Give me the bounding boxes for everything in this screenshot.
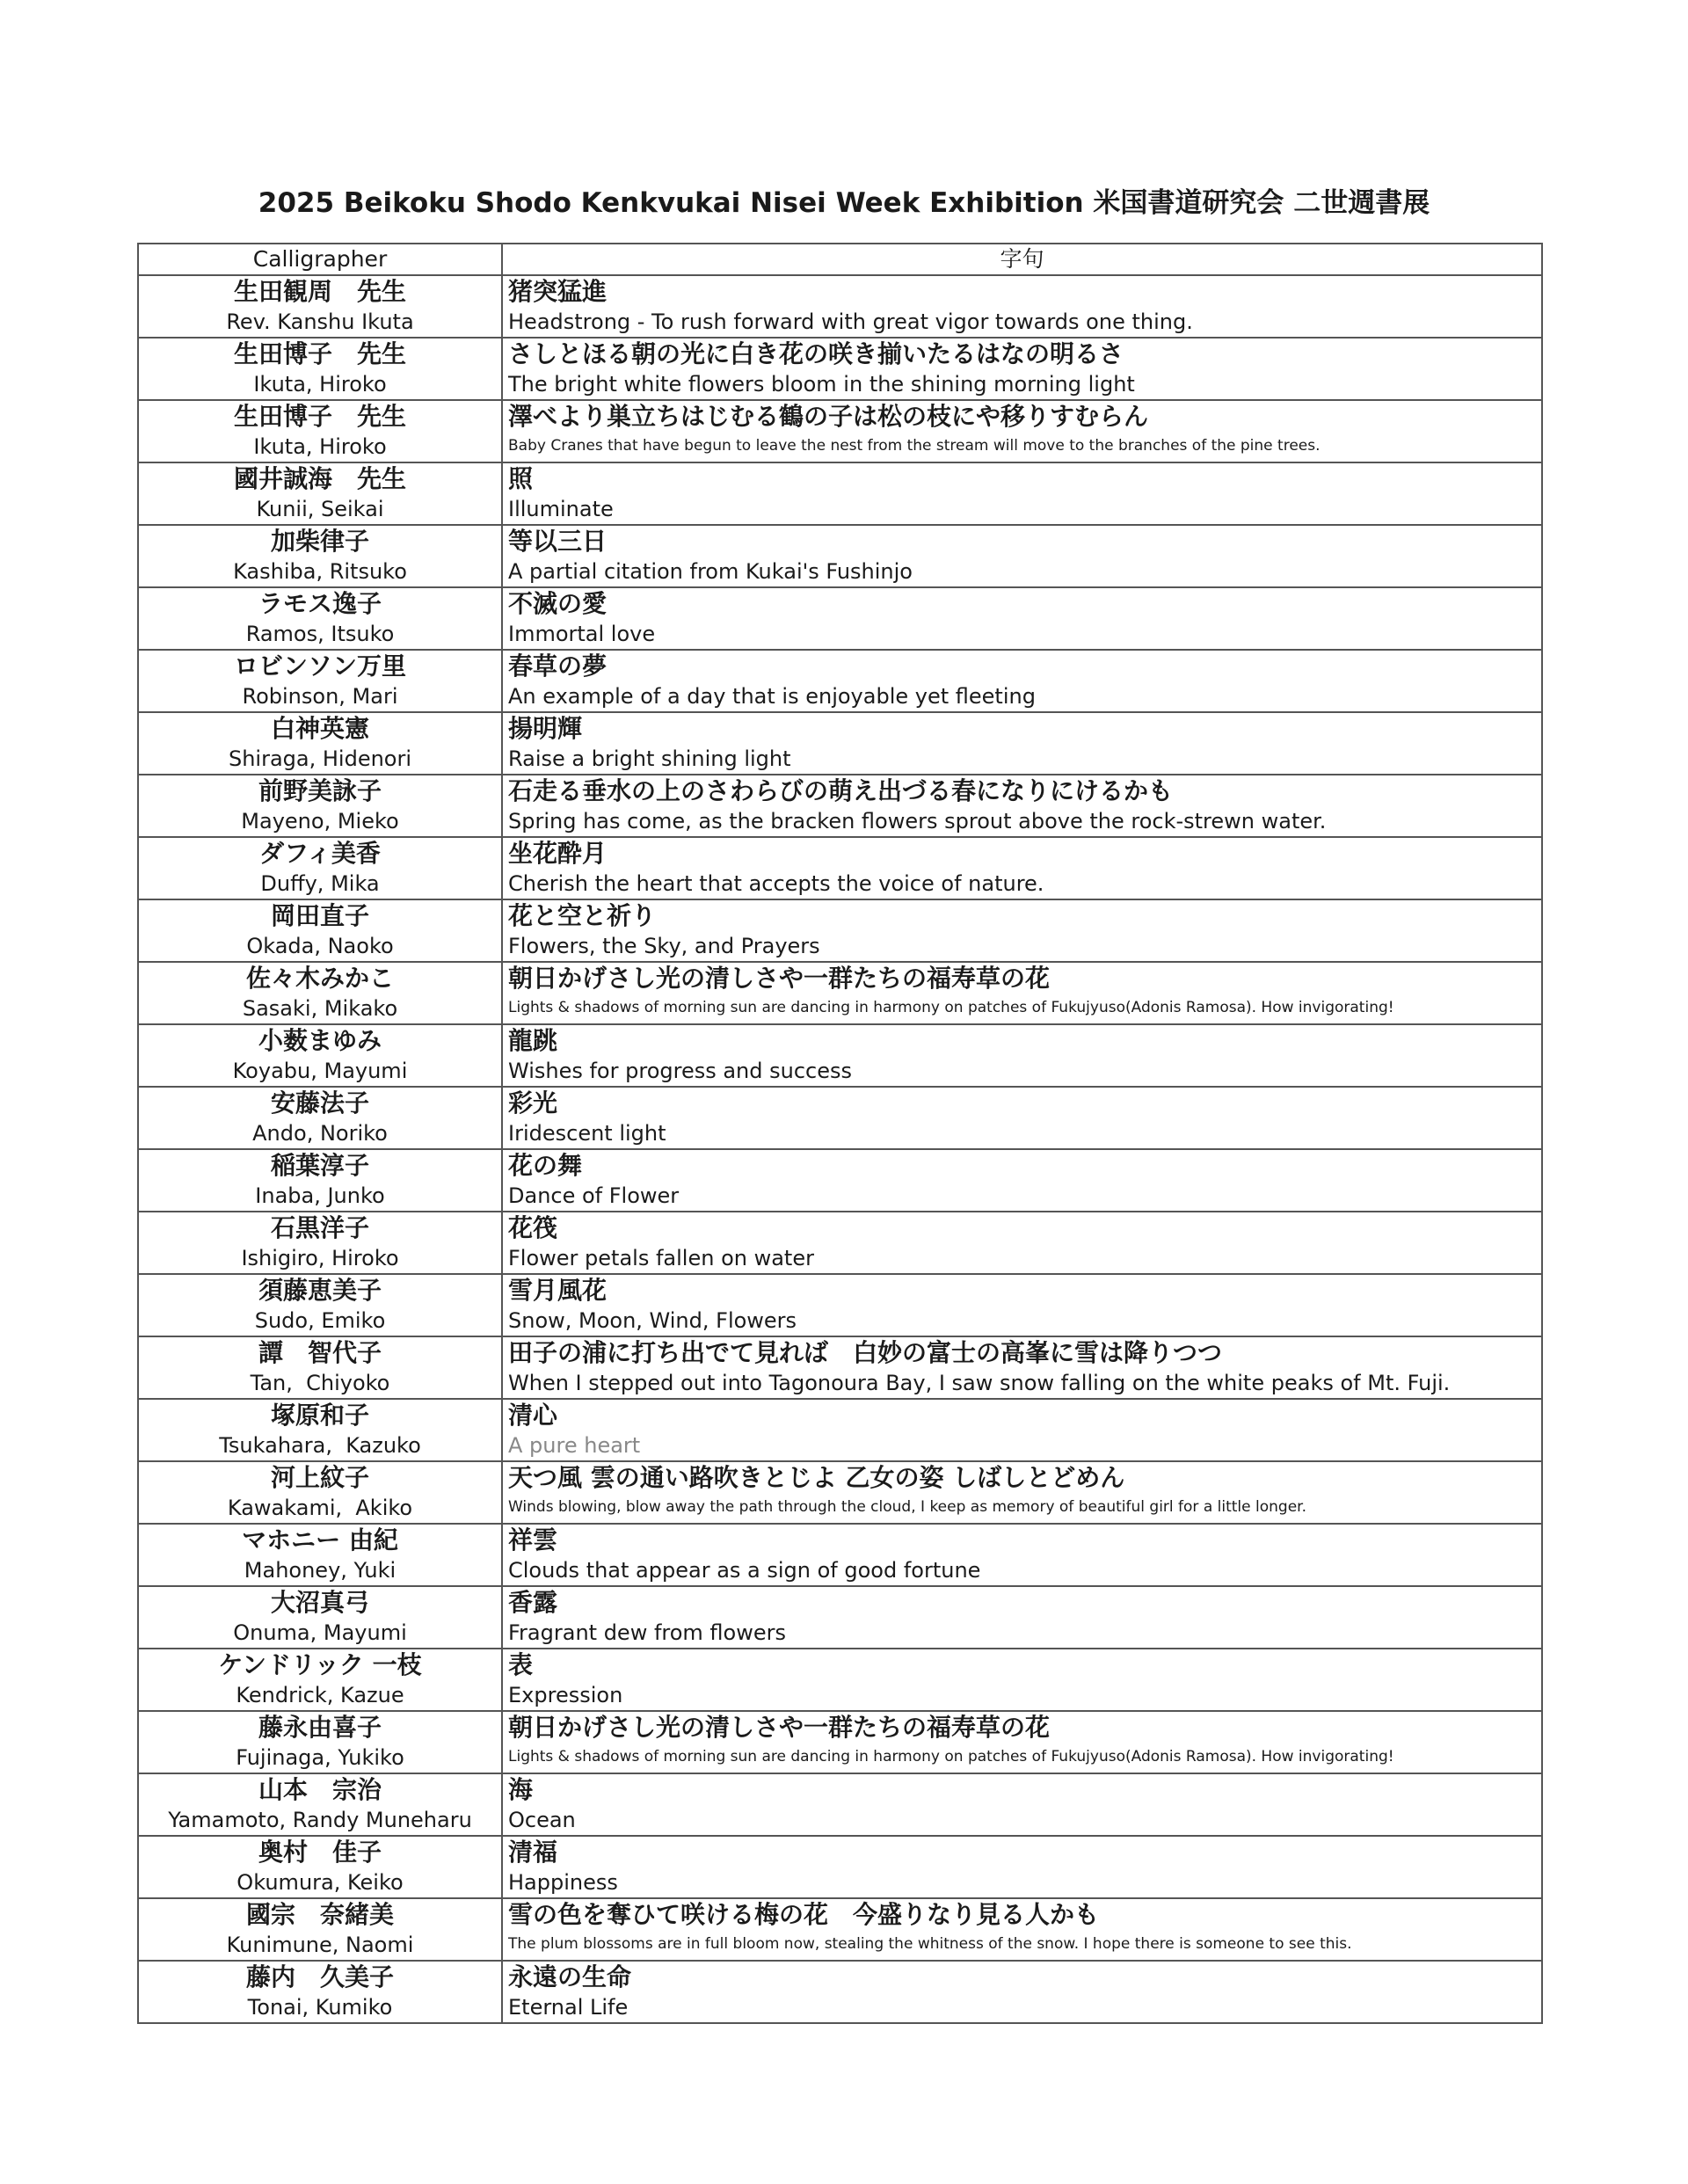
- calligrapher-english-name: Fujinaga, Yukiko: [236, 1745, 404, 1770]
- calligrapher-cell: [138, 1836, 502, 1898]
- table-row: [138, 525, 1542, 587]
- phrase-cell: [502, 462, 1542, 525]
- phrase-english-translation: The plum blossoms are in full bloom now, stealing the whitness of the snow. I hope there is someone to see this.: [508, 1935, 1352, 1953]
- header-phrase: 字句: [502, 244, 1542, 275]
- phrase-japanese: 朝日かげさし光の清しさや一群たちの福寿草の花: [508, 1713, 1051, 1742]
- calligrapher-english-name: Okada, Naoko: [246, 934, 394, 958]
- table-row: [138, 1149, 1542, 1212]
- calligrapher-english-name: Ikuta, Hiroko: [253, 372, 387, 397]
- calligrapher-english-name: Tonai, Kumiko: [247, 1995, 393, 2020]
- phrase-english-translation: Snow, Moon, Wind, Flowers: [508, 1308, 797, 1333]
- phrase-english-translation: Headstrong - To rush forward with great vigor towards one thing.: [508, 309, 1193, 334]
- phrase-cell: [502, 1274, 1542, 1336]
- calligrapher-cell: [138, 1274, 502, 1336]
- table-row: [138, 587, 1542, 650]
- calligrapher-japanese-name: 生田博子 先生: [233, 339, 406, 368]
- table-row: [138, 1461, 1542, 1524]
- calligrapher-cell: [138, 1773, 502, 1836]
- calligrapher-japanese-name: 須藤恵美子: [258, 1276, 382, 1305]
- table-row: [138, 899, 1542, 962]
- calligrapher-cell: [138, 1212, 502, 1274]
- table-row: [138, 338, 1542, 400]
- calligrapher-cell: [138, 275, 502, 338]
- calligrapher-japanese-name: ロビンソン万里: [233, 652, 406, 681]
- phrase-japanese: 龍跳: [508, 1026, 558, 1055]
- calligrapher-japanese-name: 譚 智代子: [258, 1338, 382, 1367]
- table-row: [138, 837, 1542, 899]
- phrase-japanese: 花の舞: [508, 1151, 583, 1180]
- table-row: [138, 1773, 1542, 1836]
- phrase-cell: [502, 1711, 1542, 1773]
- calligrapher-japanese-name: 國井誠海 先生: [233, 464, 406, 493]
- phrase-english-translation: An example of a day that is enjoyable yet fleeting: [508, 684, 1036, 709]
- calligrapher-cell: [138, 1336, 502, 1399]
- table-row: [138, 1399, 1542, 1461]
- phrase-english-translation: Lights & shadows of morning sun are dancing in harmony on patches of Fukujyuso(Adonis Ramosa). How invigorating!: [508, 1748, 1394, 1765]
- calligrapher-english-name: Sasaki, Mikako: [242, 996, 398, 1021]
- calligrapher-japanese-name: 小薮まゆみ: [258, 1026, 382, 1055]
- phrase-cell: [502, 1212, 1542, 1274]
- calligrapher-english-name: Kashiba, Ritsuko: [233, 559, 407, 584]
- phrase-english-translation: Baby Cranes that have begun to leave the nest from the stream will move to the branches of the pine trees.: [508, 437, 1321, 455]
- calligrapher-english-name: Ramos, Itsuko: [245, 622, 395, 646]
- phrase-english-translation: Raise a bright shining light: [508, 746, 791, 771]
- calligrapher-cell: [138, 899, 502, 962]
- phrase-english-translation: Spring has come, as the bracken flowers sprout above the rock-strewn water.: [508, 809, 1327, 834]
- calligrapher-japanese-name: 石黒洋子: [270, 1213, 369, 1242]
- phrase-japanese: 表: [508, 1650, 534, 1679]
- phrase-japanese: 清福: [508, 1838, 558, 1867]
- calligrapher-english-name: Sudo, Emiko: [254, 1308, 386, 1333]
- table-row: [138, 1711, 1542, 1773]
- phrase-japanese: 香露: [508, 1588, 558, 1617]
- calligrapher-cell: [138, 587, 502, 650]
- calligrapher-japanese-name: 加柴律子: [270, 527, 369, 556]
- table-row: [138, 1274, 1542, 1336]
- phrase-cell: [502, 1149, 1542, 1212]
- phrase-japanese: 坐花酔月: [508, 839, 608, 868]
- calligrapher-english-name: Mahoney, Yuki: [244, 1558, 397, 1583]
- calligrapher-cell: [138, 1524, 502, 1586]
- phrase-english-translation: Flower petals fallen on water: [508, 1246, 814, 1270]
- table-row: [138, 1212, 1542, 1274]
- phrase-cell: [502, 1524, 1542, 1586]
- calligrapher-japanese-name: 山本 宗治: [258, 1775, 382, 1804]
- phrase-cell: [502, 587, 1542, 650]
- phrase-japanese: 天つ風 雲の通い路吹きとじよ 乙女の姿 しばしとどめん: [508, 1463, 1125, 1492]
- phrase-japanese: 照: [508, 464, 534, 493]
- phrase-cell: [502, 1336, 1542, 1399]
- phrase-cell: [502, 650, 1542, 712]
- table-row: [138, 775, 1542, 837]
- phrase-japanese: 彩光: [508, 1088, 558, 1117]
- phrase-english-translation: Ocean: [508, 1808, 576, 1832]
- phrase-cell: [502, 1087, 1542, 1149]
- calligrapher-japanese-name: マホニー 由紀: [242, 1525, 398, 1554]
- calligrapher-japanese-name: ケンドリック 一枝: [218, 1650, 422, 1679]
- phrase-japanese: 雪の色を奪ひて咲ける梅の花 今盛りなり見る人かも: [508, 1900, 1100, 1929]
- phrase-japanese: 花と空と祈り: [508, 901, 657, 930]
- phrase-cell: [502, 712, 1542, 775]
- phrase-english-translation: Wishes for progress and success: [508, 1059, 853, 1083]
- phrase-english-translation: A partial citation from Kukai's Fushinjo: [508, 559, 913, 584]
- table-row: [138, 1336, 1542, 1399]
- phrase-japanese: 雪月風花: [508, 1276, 608, 1305]
- phrase-japanese: 花筏: [508, 1213, 558, 1242]
- calligrapher-japanese-name: 大沼真弓: [270, 1588, 369, 1617]
- phrase-cell: [502, 1586, 1542, 1649]
- phrase-cell: [502, 1024, 1542, 1087]
- phrase-japanese: 朝日かげさし光の清しさや一群たちの福寿草の花: [508, 964, 1051, 993]
- phrase-english-translation: Lights & shadows of morning sun are dancing in harmony on patches of Fukujyuso(Adonis Ramosa). How invigorating!: [508, 999, 1394, 1016]
- phrase-english-translation: Immortal love: [508, 622, 656, 646]
- phrase-japanese: 永遠の生命: [508, 1962, 632, 1991]
- phrase-cell: [502, 837, 1542, 899]
- table-row: [138, 962, 1542, 1024]
- phrase-english-translation: A pure heart: [508, 1433, 641, 1458]
- table-row: [138, 462, 1542, 525]
- calligrapher-english-name: Shiraga, Hidenori: [228, 746, 412, 771]
- calligrapher-japanese-name: 塚原和子: [270, 1401, 369, 1430]
- table-row: [138, 712, 1542, 775]
- phrase-english-translation: Expression: [508, 1683, 623, 1707]
- calligrapher-english-name: Okumura, Keiko: [236, 1870, 404, 1895]
- calligrapher-cell: [138, 962, 502, 1024]
- phrase-english-translation: Fragrant dew from flowers: [508, 1620, 786, 1645]
- calligrapher-japanese-name: ラモス逸子: [258, 589, 382, 618]
- calligrapher-cell: [138, 1149, 502, 1212]
- calligrapher-english-name: Ikuta, Hiroko: [253, 434, 387, 459]
- exhibition-table: [137, 243, 1543, 2024]
- phrase-japanese: 猪突猛進: [508, 277, 608, 306]
- phrase-cell: [502, 775, 1542, 837]
- phrase-cell: [502, 962, 1542, 1024]
- calligrapher-japanese-name: 佐々木みかこ: [245, 964, 394, 993]
- phrase-english-translation: When I stepped out into Tagonoura Bay, I saw snow falling on the white peaks of Mt. Fuji.: [508, 1371, 1451, 1395]
- phrase-english-translation: Clouds that appear as a sign of good fortune: [508, 1558, 981, 1583]
- table-header-row: [138, 244, 1542, 275]
- phrase-japanese: 春草の夢: [508, 652, 608, 681]
- calligrapher-english-name: Tan, Chiyoko: [250, 1371, 390, 1395]
- phrase-cell: [502, 899, 1542, 962]
- calligrapher-english-name: Mayeno, Mieko: [241, 809, 399, 834]
- calligrapher-japanese-name: 安藤法子: [270, 1088, 369, 1117]
- table-row: [138, 1961, 1542, 2023]
- calligrapher-japanese-name: 稲葉淳子: [270, 1151, 369, 1180]
- phrase-japanese: 等以三日: [508, 527, 608, 556]
- table-row: [138, 1649, 1542, 1711]
- calligrapher-english-name: Kunii, Seikai: [256, 497, 384, 521]
- calligrapher-english-name: Tsukahara, Kazuko: [219, 1433, 421, 1458]
- calligrapher-cell: [138, 338, 502, 400]
- phrase-japanese: 海: [508, 1775, 534, 1804]
- calligrapher-japanese-name: 生田博子 先生: [233, 402, 406, 431]
- phrase-cell: [502, 275, 1542, 338]
- calligrapher-english-name: Koyabu, Mayumi: [232, 1059, 408, 1083]
- calligrapher-english-name: Ishigiro, Hiroko: [241, 1246, 399, 1270]
- calligrapher-cell: [138, 775, 502, 837]
- calligrapher-cell: [138, 1961, 502, 2023]
- calligrapher-english-name: Duffy, Mika: [260, 871, 380, 896]
- calligrapher-english-name: Yamamoto, Randy Muneharu: [168, 1808, 472, 1832]
- calligrapher-cell: [138, 1024, 502, 1087]
- calligrapher-japanese-name: 生田観周 先生: [233, 277, 406, 306]
- phrase-english-translation: Eternal Life: [508, 1995, 629, 2020]
- phrase-japanese: 揚明輝: [508, 714, 583, 743]
- calligrapher-cell: [138, 712, 502, 775]
- calligrapher-japanese-name: 前野美詠子: [258, 776, 382, 805]
- phrase-cell: [502, 338, 1542, 400]
- table-row: [138, 650, 1542, 712]
- calligrapher-english-name: Kunimune, Naomi: [226, 1933, 414, 1957]
- table-row: [138, 1087, 1542, 1149]
- header-calligrapher: Calligrapher: [138, 244, 502, 275]
- phrase-cell: [502, 400, 1542, 462]
- calligrapher-cell: [138, 837, 502, 899]
- document-title: 2025 Beikoku Shodo Kenkvukai Nisei Week Exhibition 米国書道研究会 二世週書展: [258, 187, 1430, 219]
- calligrapher-japanese-name: 藤永由喜子: [258, 1713, 382, 1742]
- calligrapher-japanese-name: 國宗 奈緒美: [245, 1900, 394, 1929]
- phrase-cell: [502, 1898, 1542, 1961]
- calligrapher-cell: [138, 525, 502, 587]
- calligrapher-japanese-name: ダフィ美香: [259, 839, 381, 868]
- calligrapher-cell: [138, 1649, 502, 1711]
- table-row: [138, 1524, 1542, 1586]
- calligrapher-english-name: Ando, Noriko: [252, 1121, 388, 1146]
- calligrapher-cell: [138, 1586, 502, 1649]
- phrase-cell: [502, 1461, 1542, 1524]
- phrase-cell: [502, 1399, 1542, 1461]
- phrase-english-translation: Winds blowing, blow away the path through the cloud, I keep as memory of beautiful girl for a little longer.: [508, 1498, 1306, 1516]
- phrase-english-translation: Happiness: [508, 1870, 618, 1895]
- calligrapher-cell: [138, 1399, 502, 1461]
- phrase-english-translation: Flowers, the Sky, and Prayers: [508, 934, 820, 958]
- phrase-japanese: 清心: [508, 1401, 558, 1430]
- phrase-cell: [502, 1836, 1542, 1898]
- calligrapher-cell: [138, 462, 502, 525]
- phrase-japanese: 石走る垂水の上のさわらびの萌え出づる春になりにけるかも: [508, 776, 1174, 805]
- phrase-japanese: さしとほる朝の光に白き花の咲き揃いたるはなの明るさ: [508, 339, 1124, 368]
- phrase-cell: [502, 1961, 1542, 2023]
- phrase-english-translation: Dance of Flower: [508, 1183, 680, 1208]
- table-row: [138, 1024, 1542, 1087]
- calligrapher-japanese-name: 藤内 久美子: [245, 1962, 394, 1991]
- calligrapher-english-name: Onuma, Mayumi: [233, 1620, 407, 1645]
- calligrapher-cell: [138, 1898, 502, 1961]
- phrase-english-translation: Iridescent light: [508, 1121, 666, 1146]
- calligrapher-english-name: Kawakami, Akiko: [227, 1496, 413, 1520]
- calligrapher-japanese-name: 河上紋子: [270, 1463, 369, 1492]
- calligrapher-cell: [138, 1461, 502, 1524]
- calligrapher-cell: [138, 1711, 502, 1773]
- table-row: [138, 275, 1542, 338]
- table-row: [138, 1586, 1542, 1649]
- calligrapher-cell: [138, 650, 502, 712]
- phrase-cell: [502, 1773, 1542, 1836]
- calligrapher-english-name: Robinson, Mari: [242, 684, 398, 709]
- table-body: [138, 275, 1542, 2023]
- calligrapher-cell: [138, 400, 502, 462]
- calligrapher-english-name: Rev. Kanshu Ikuta: [226, 309, 414, 334]
- phrase-japanese: 田子の浦に打ち出でて見れば 白妙の富士の高峯に雪は降りつつ: [508, 1338, 1223, 1367]
- phrase-japanese: 澤べより巣立ちはじむる鶴の子は松の枝にや移りすむらん: [508, 402, 1149, 431]
- calligrapher-japanese-name: 奥村 佳子: [258, 1838, 382, 1867]
- table-row: [138, 1836, 1542, 1898]
- calligrapher-english-name: Inaba, Junko: [255, 1183, 385, 1208]
- calligrapher-english-name: Kendrick, Kazue: [236, 1683, 404, 1707]
- table-row: [138, 1898, 1542, 1961]
- phrase-japanese: 不滅の愛: [508, 589, 608, 618]
- calligrapher-japanese-name: 岡田直子: [270, 901, 369, 930]
- phrase-english-translation: Illuminate: [508, 497, 614, 521]
- table-row: [138, 400, 1542, 462]
- phrase-cell: [502, 1649, 1542, 1711]
- phrase-cell: [502, 525, 1542, 587]
- phrase-japanese: 祥雲: [508, 1525, 558, 1554]
- calligrapher-japanese-name: 白神英憲: [270, 714, 369, 743]
- calligrapher-cell: [138, 1087, 502, 1149]
- phrase-english-translation: Cherish the heart that accepts the voice of nature.: [508, 871, 1044, 896]
- phrase-english-translation: The bright white flowers bloom in the shining morning light: [508, 372, 1135, 397]
